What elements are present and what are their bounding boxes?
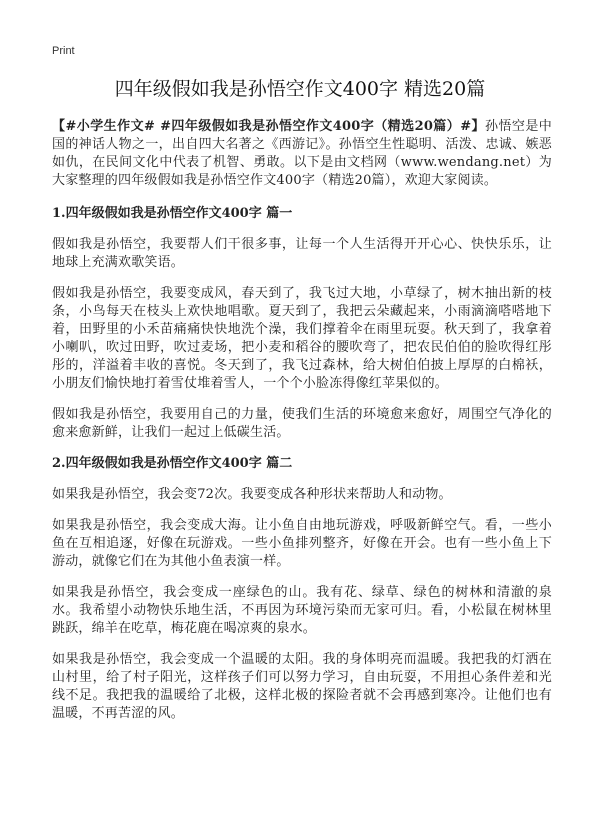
section-paragraph: 假如我是孙悟空，我要变成风，春天到了，我飞过大地，小草绿了，树木抽出新的枝条，小鸟每天在枝头上欢快地唱歌。夏天到了，我把云朵藏起来，小雨滴滴嗒嗒地下着，田野里的小禾苗痛痛快快地洗个澡，我们撑着伞在雨里玩耍。秋天到了，我拿着小喇叭，吹过田野，吹过麦场，把小麦和稻谷的腰吹弯了，把农民伯伯的脸吹得红彤彤的，洋溢着丰收的喜悦。冬天到了，我飞过森林，给大树伯伯披上厚厚的白棉袄，小朋友们愉快地打着雪仗堆着雪人，一个个小脸冻得像红苹果似的。 bbox=[52, 286, 552, 391]
section-paragraph: 如果我是孙悟空，我会变72次。我要变成各种形状来帮助人和动物。 bbox=[52, 487, 452, 502]
section-paragraph: 假如我是孙悟空，我要用自己的力量，使我们生活的环境愈来愈好，周围空气净化的愈来愈新鲜，让我们一起过上低碳生活。 bbox=[52, 407, 552, 440]
page-title: 四年级假如我是孙悟空作文400字 精选20篇 bbox=[114, 78, 486, 100]
section-paragraph: 如果我是孙悟空，我会变成一座绿色的山。我有花、绿草、绿色的树林和清澈的泉水。我希望小动物快乐地生活，不再因为环境污染而无家可归。看，小松鼠在树林里跳跃，绵羊在吃草，梅花鹿在喝凉爽的泉水。 bbox=[52, 585, 552, 636]
intro-text: 孙悟空是中国的神话人物之一，出自四大名著之《西游记》。孙悟空生性聪明、活泼、忠诚、嫉恶如仇，在民间文化中代表了机智、勇敢。以下是由文档网（www.wendang.net）为大家整理的四年级假如我是孙悟空作文400字（精选20篇），欢迎大家阅读。 bbox=[52, 119, 552, 188]
document-body bbox=[52, 118, 552, 736]
section-paragraph: 如果我是孙悟空，我会变成大海。让小鱼自由地玩游戏，呼吸新鲜空气。看，一些小鱼在互相追逐，好像在玩游戏。一些小鱼排列整齐，好像在开会。也有一些小鱼上下游动，就像它们在为其他小鱼表演一样。 bbox=[52, 518, 552, 569]
section-heading: 2.四年级假如我是孙悟空作文400字 篇二 bbox=[52, 456, 293, 471]
section-2 bbox=[52, 455, 552, 723]
section-heading: 1.四年级假如我是孙悟空作文400字 篇一 bbox=[52, 206, 293, 221]
intro-tag: 【#小学生作文# #四年级假如我是孙悟空作文400字（精选20篇）#】 bbox=[52, 119, 485, 134]
print-label: Print bbox=[52, 45, 75, 57]
section-paragraph: 如果我是孙悟空，我会变成一个温暖的太阳。我的身体明亮而温暖。我把我的灯洒在山村里，给了村子阳光，这样孩子们可以努力学习，自由玩耍，不用担心条件差和光线不足。我把我的温暖给了北极，这样北极的探险者就不会再感到寒冷。让他们也有温暖，不再苦涩的风。 bbox=[52, 652, 552, 721]
intro-paragraph bbox=[52, 118, 552, 190]
section-1 bbox=[52, 205, 552, 442]
section-paragraph: 假如我是孙悟空，我要帮人们干很多事，让每一个人生活得开开心心、快快乐乐，让地球上充满欢歌笑语。 bbox=[52, 237, 552, 270]
